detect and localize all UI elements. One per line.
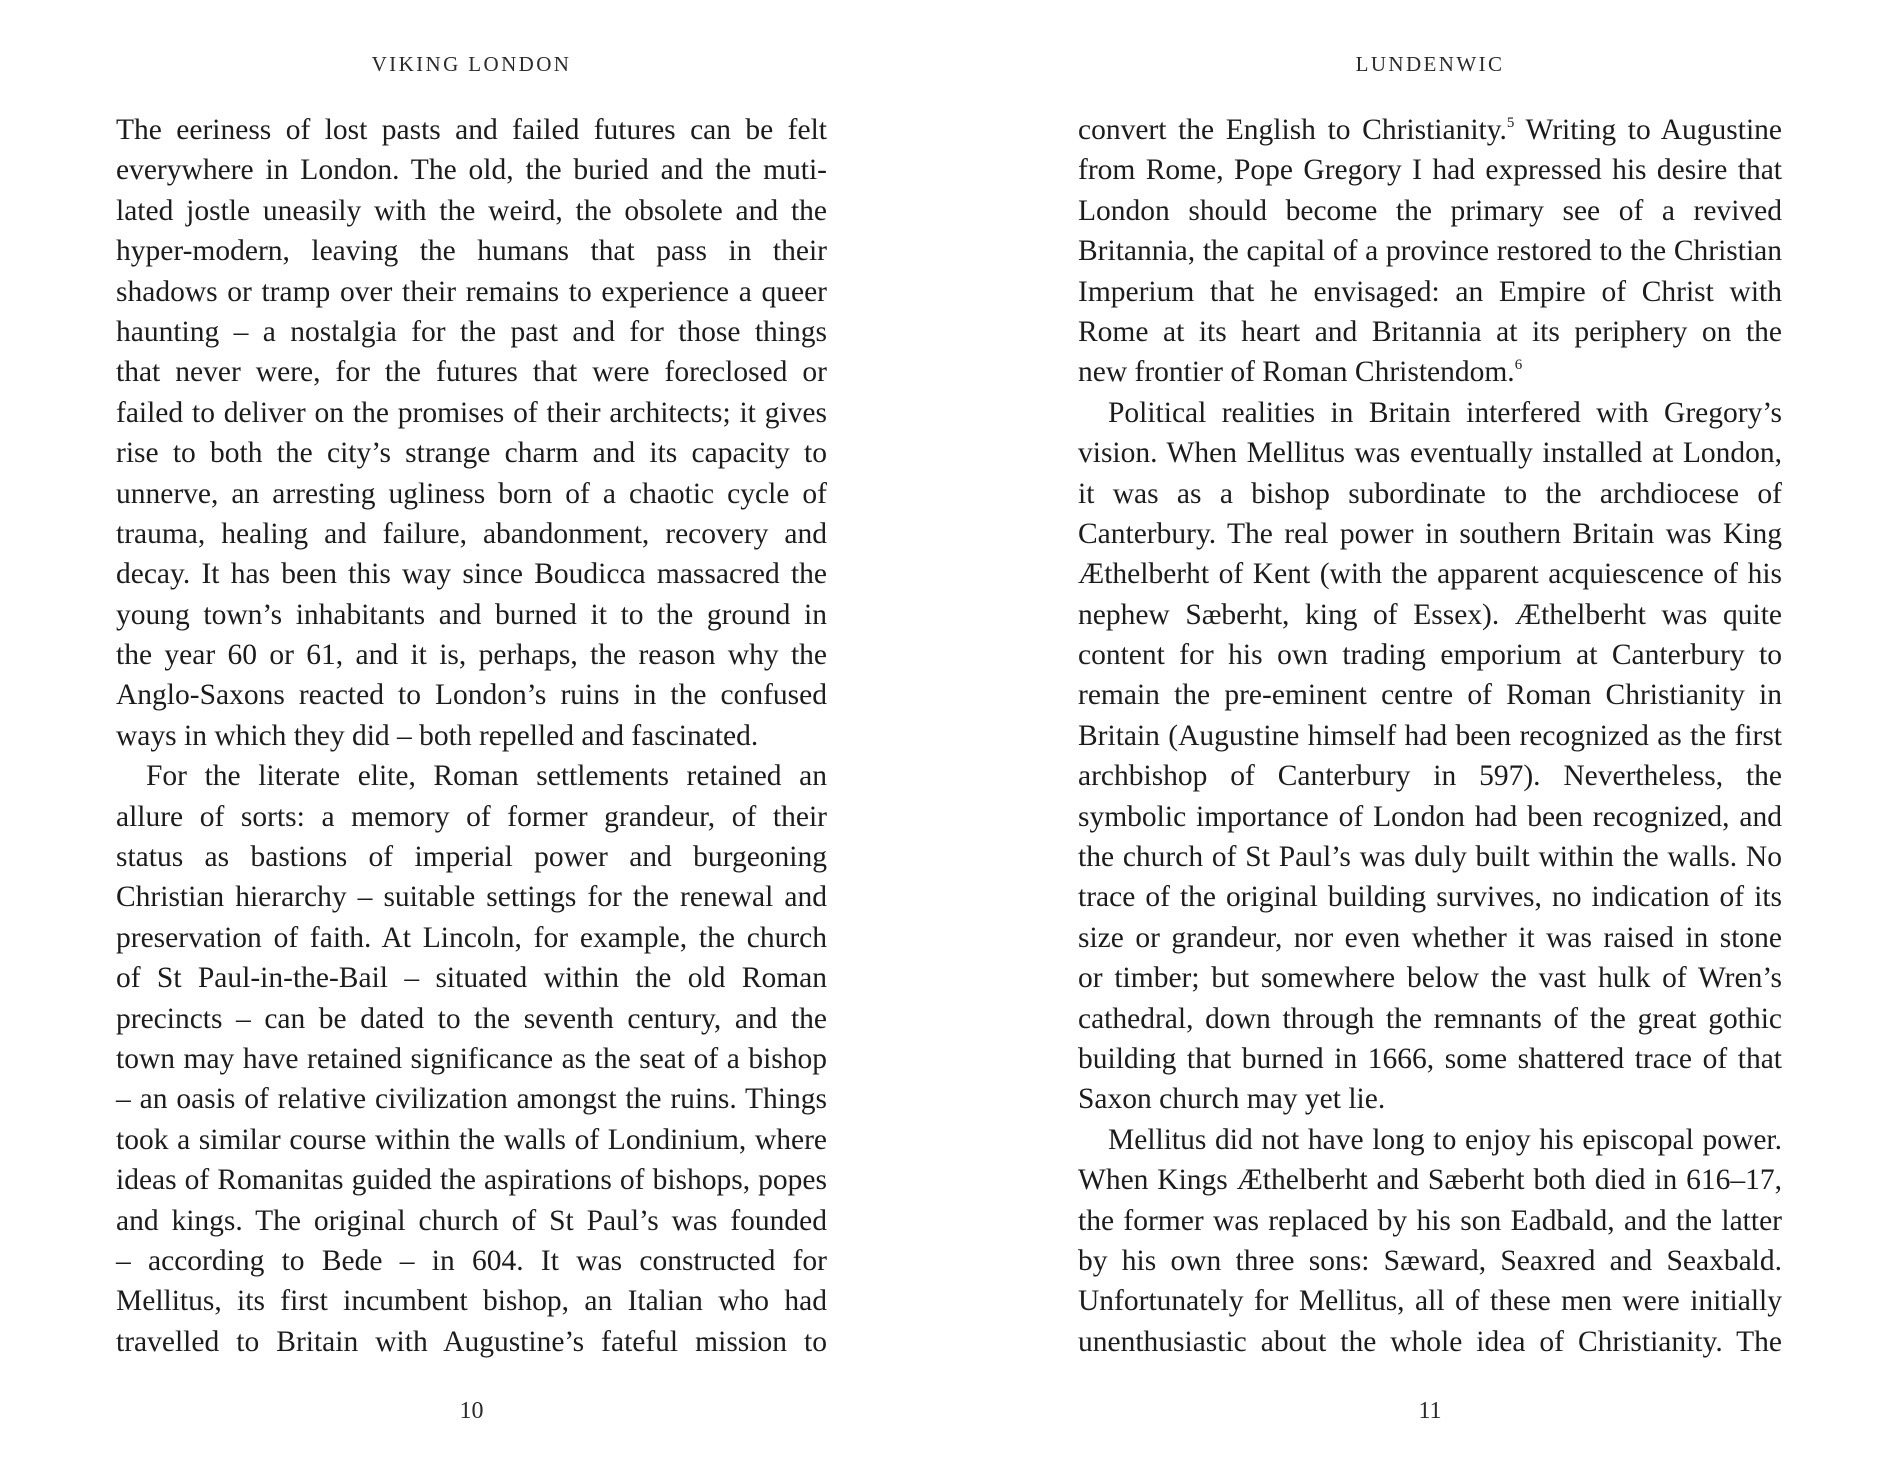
text-line: decay. It has been this way since Boudicca massacred the [116,558,827,591]
left-page [0,0,940,1480]
text-line: allure of sorts: a memory of former grandeur, of their [116,800,827,833]
body-text [1078,110,1782,1362]
text-line: travelled to Britain with Augustine’s fateful mission to [116,1325,827,1358]
text-line: trace of the original building survives, no indication of its [1078,881,1782,914]
text-line: town may have retained significance as the seat of a bishop [116,1042,827,1075]
footnote-marker: 5 [1506,115,1515,131]
footnote-marker: 6 [1514,357,1523,374]
text-line: remain the pre-eminent centre of Roman Christianity in [1078,679,1782,712]
text-line: Anglo-Saxons reacted to London’s ruins in the confused [116,679,827,712]
text-line: unnerve, an arresting ugliness born of a chaotic cycle of [116,477,827,510]
text-line: cathedral, down through the remnants of the great gothic [1078,1002,1782,1035]
text-line: lated jostle uneasily with the weird, the obsolete and the [116,194,827,227]
text-line: When Kings Æthelberht and Sæberht both died in 616–17, [1078,1164,1782,1197]
text-line [1078,110,1782,150]
text-line: content for his own trading emporium at Canterbury to [1078,639,1782,672]
text-line: archbishop of Canterbury in 597). Nevertheless, the [1078,760,1782,793]
text-line: haunting – a nostalgia for the past and for those things [116,315,827,348]
text-line: by his own three sons: Sæward, Seaxred and Seaxbald. [1078,1244,1782,1277]
text-line: Mellitus did not have long to enjoy his episcopal power. [1108,1123,1782,1156]
text-line: Political realities in Britain interfered with Gregory’s [1108,396,1782,429]
text-line: Britain (Augustine himself had been recognized as the first [1078,719,1782,752]
text-line: size or grandeur, nor even whether it was raised in stone [1078,921,1782,954]
running-head: LUNDENWIC [1355,52,1505,76]
text-line: ideas of Romanitas guided the aspirations of bishops, popes [116,1164,827,1197]
text-line: took a similar course within the walls of Londinium, where [116,1123,827,1156]
text-line: Christian hierarchy – suitable settings for the renewal and [116,881,827,914]
text-line: The eeriness of lost pasts and failed futures can be felt [116,114,827,146]
text-line: ways in which they did – both repelled and fascinated. [116,719,759,752]
running-head: VIKING LONDON [371,52,572,76]
text-line: preservation of faith. At Lincoln, for example, the church [116,921,827,954]
text-line [1078,352,1782,392]
text-line: status as bastions of imperial power and burgeoning [116,841,827,874]
text-line: shadows or tramp over their remains to experience a queer [116,275,827,308]
text-line: nephew Sæberht, king of Essex). Æthelberht was quite [1078,598,1782,631]
text-line: Mellitus, its first incumbent bishop, an Italian who had [116,1285,827,1318]
text-line: – according to Bede – in 604. It was constructed for [116,1244,827,1277]
text-line: the year 60 or 61, and it is, perhaps, the reason why the [116,639,827,672]
text-line: Æthelberht of Kent (with the apparent acquiescence of his [1078,558,1782,591]
text-fragment: new frontier of Roman Christendom. [1078,356,1515,389]
page-number: 11 [1418,1398,1442,1424]
text-line: and kings. The original church of St Paul’s was founded [116,1204,827,1237]
text-line: London should become the primary see of a revived [1078,194,1782,227]
text-line: from Rome, Pope Gregory I had expressed his desire that [1078,154,1782,187]
right-page [940,0,1883,1480]
text-line: or timber; but somewhere below the vast hulk of Wren’s [1078,962,1782,995]
text-line: failed to deliver on the promises of their architects; it gives [116,396,827,429]
text-line: everywhere in London. The old, the buried and the muti- [116,154,827,187]
text-line: young town’s inhabitants and burned it to the ground in [116,598,827,631]
text-line: vision. When Mellitus was eventually installed at London, [1078,437,1782,470]
page-number: 10 [459,1398,484,1424]
text-line: Saxon church may yet lie. [1078,1083,1386,1116]
text-line: Rome at its heart and Britannia at its periphery on the [1078,315,1782,348]
text-line: Imperium that he envisaged: an Empire of Christ with [1078,275,1782,308]
text-line: precincts – can be dated to the seventh century, and the [116,1002,827,1035]
body-text [116,110,827,1362]
text-line: building that burned in 1666, some shattered trace of that [1078,1042,1782,1075]
text-line: rise to both the city’s strange charm and its capacity to [116,437,827,470]
text-line: the church of St Paul’s was duly built within the walls. No [1078,841,1782,874]
text-line: For the literate elite, Roman settlements retained an [146,760,827,793]
text-line: of St Paul-in-the-Bail – situated within the old Roman [116,962,827,995]
text-line: Britannia, the capital of a province restored to the Christian [1078,235,1782,268]
text-line: Unfortunately for Mellitus, all of these men were initially [1078,1285,1782,1318]
text-line: Canterbury. The real power in southern Britain was King [1078,517,1782,550]
text-line: – an oasis of relative civilization amongst the ruins. Things [116,1083,827,1116]
text-line: that never were, for the futures that were foreclosed or [116,356,827,389]
text-line: the former was replaced by his son Eadbald, and the latter [1078,1204,1782,1237]
text-line: symbolic importance of London had been recognized, and [1078,800,1782,833]
text-line: unenthusiastic about the whole idea of Christianity. The [1078,1325,1782,1358]
text-fragment: convert the English to Christianity. [1078,114,1507,146]
text-fragment: Writing to Augustine [1514,114,1782,146]
text-line: hyper-modern, leaving the humans that pass in their [116,235,827,268]
text-line: trauma, healing and failure, abandonment, recovery and [116,517,827,550]
text-line: it was as a bishop subordinate to the archdiocese of [1078,477,1782,510]
